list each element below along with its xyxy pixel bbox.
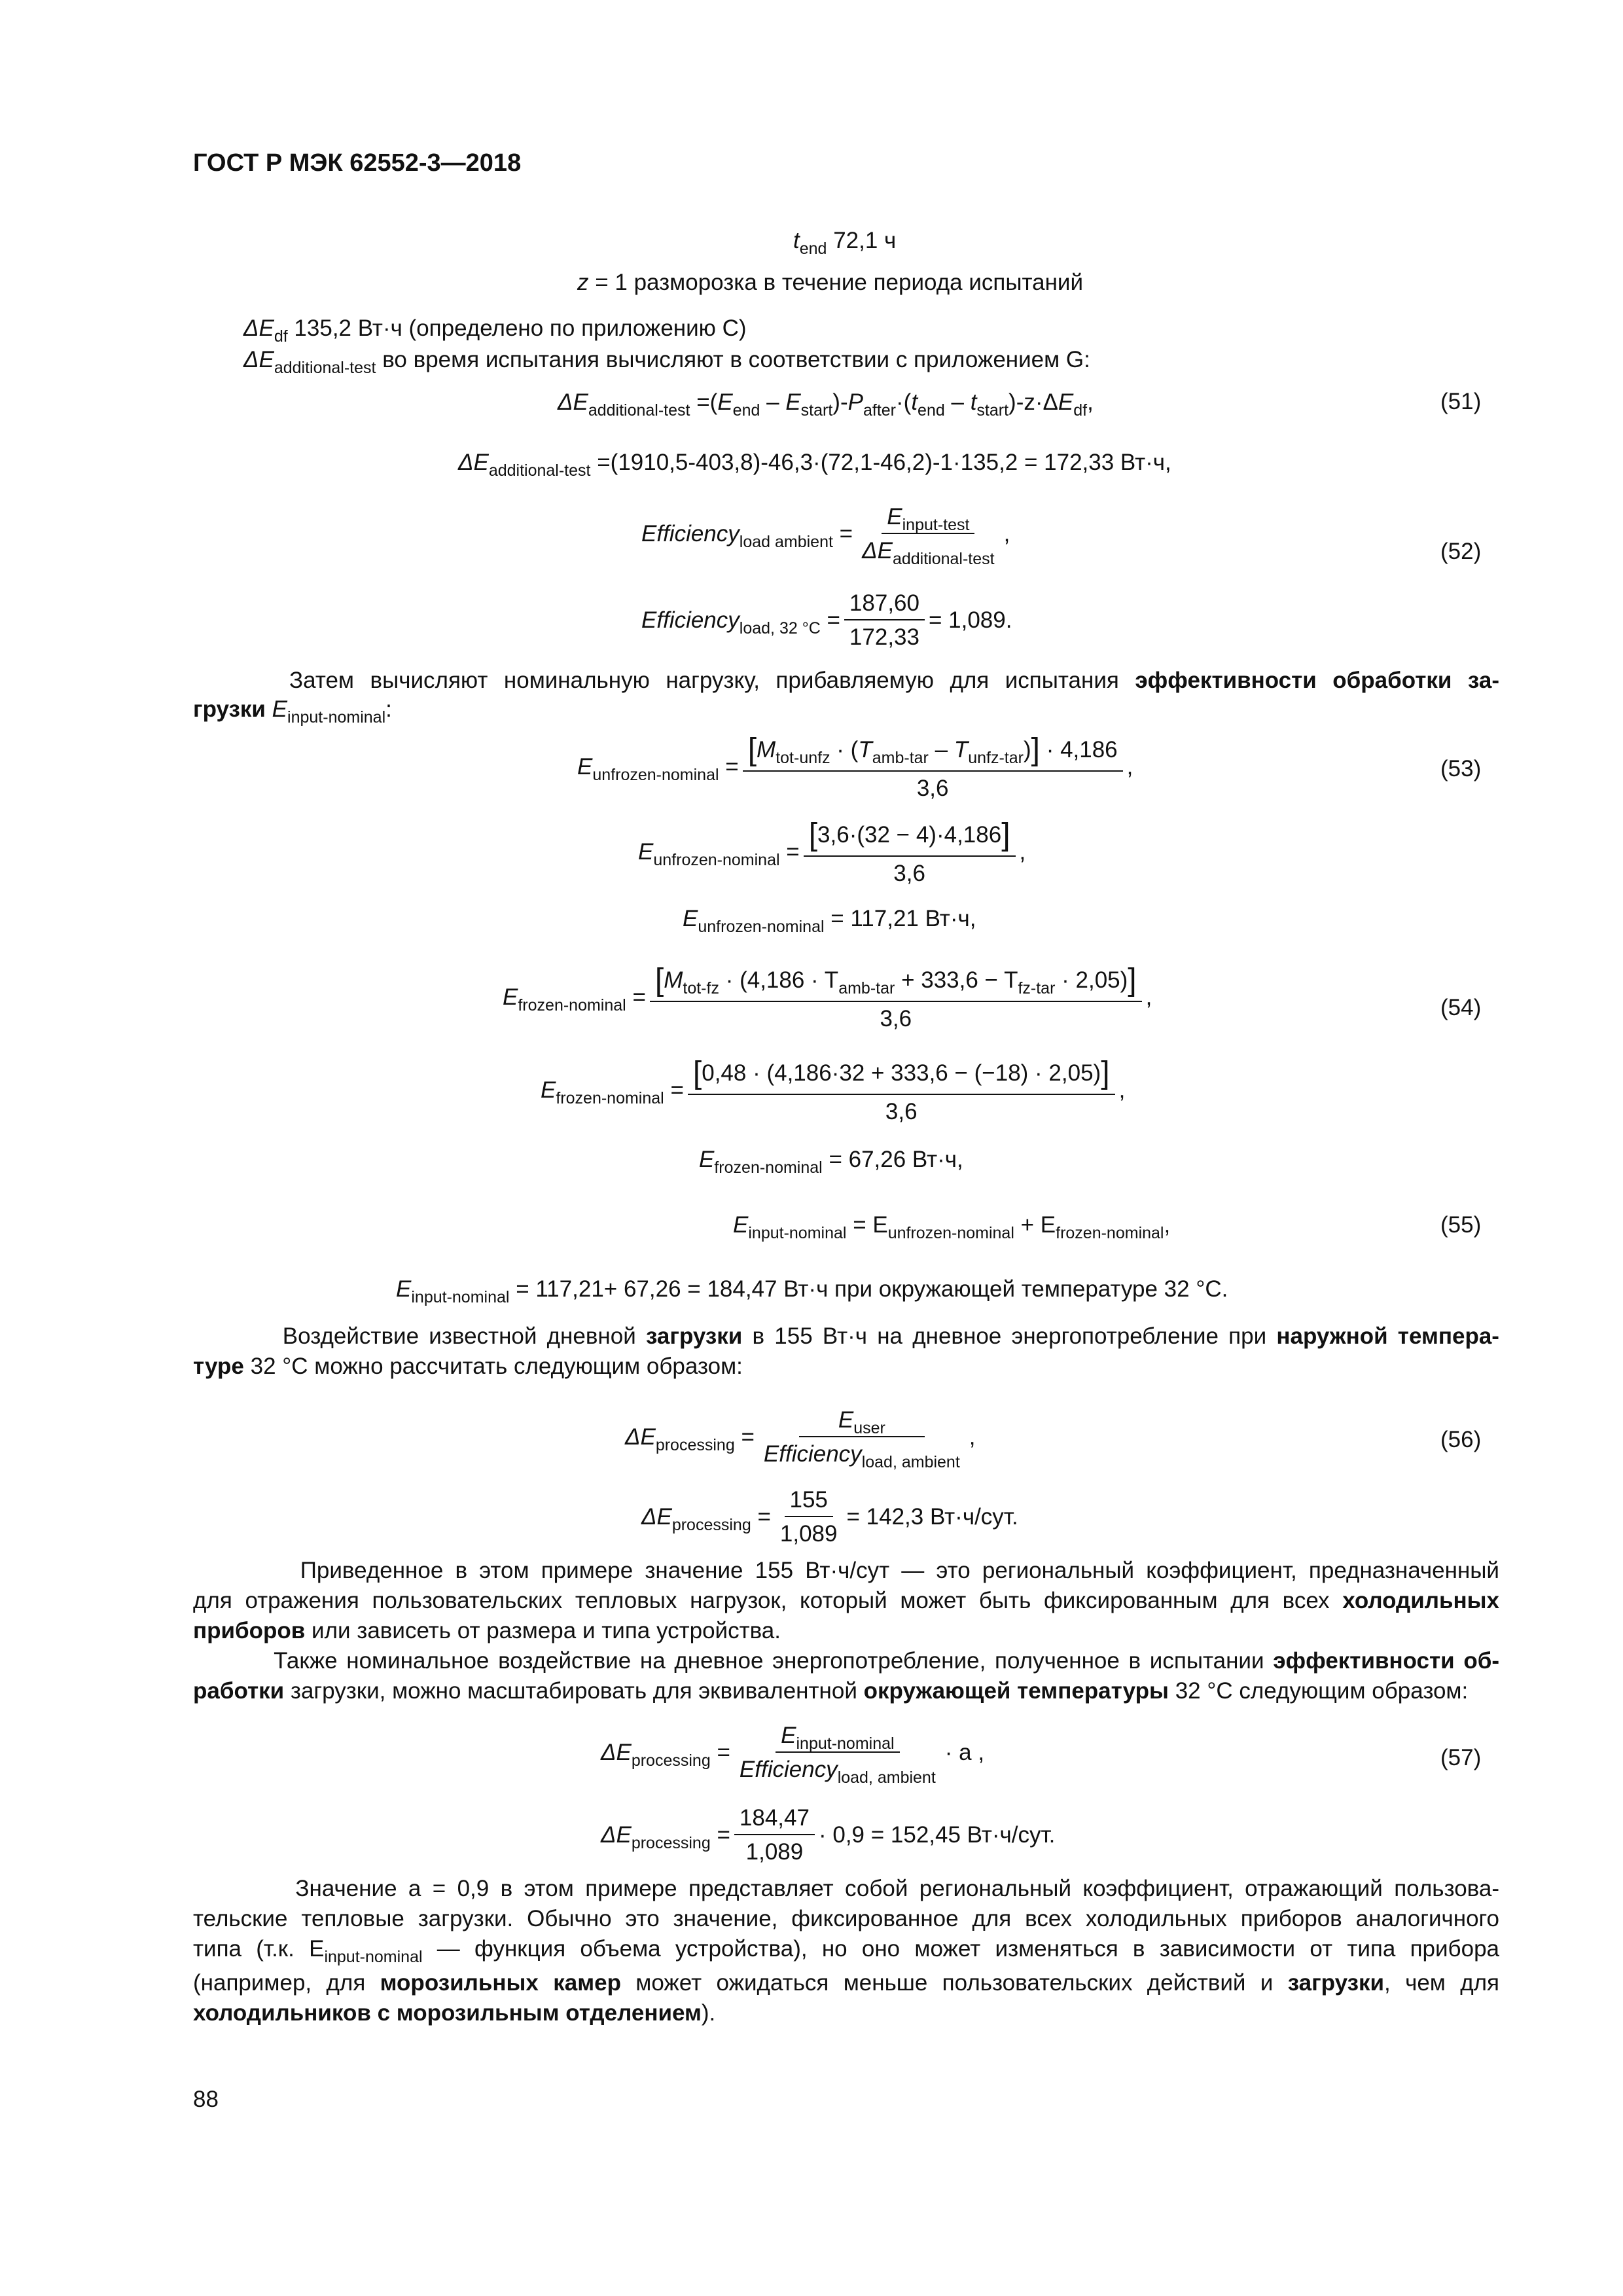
equation-55-calc: $E_{input-nominal} = 117,21+ 67,26 = 184,47$ Вт·ч при окружающей температуре 32 °C. <box>396 1276 1228 1306</box>
eadd-symbol: ΔE <box>243 347 274 372</box>
paragraph-4-line-2: работки загрузки, можно масштабировать для эквивалентной окружающей температуры 32 °C следующим образом: <box>193 1678 1469 1704</box>
eq57-fraction: $\frac{E_{input-nominal}}{Efficiency_{load, ambient}}$ <box>739 1723 936 1787</box>
paragraph-5-line-3: типа (т.к. $E_{input-nominal}$ — функция объема устройства), но оно может изменяться в зависимости от типа прибора <box>193 1936 1499 1966</box>
equation-51: $\Delta E_{additional-test} =(E_{end} - E_{start})-P_{after}\cdot(t_{end} - t_{start})-z\cdot\Delta E_{df}$, <box>558 389 1094 420</box>
eq53-fraction: $\frac{[M_{tot-unfz} \cdot (T_{amb-tar} - T_{unfz-tar})] \cdot 4,186}{3,6}$ <box>743 732 1123 802</box>
equation-53-number: (53) <box>1440 756 1482 781</box>
paragraph-5-line-5: холодильников с морозильным отделением). <box>193 2000 716 2026</box>
equation-51-calc: $\Delta E_{additional-test} =(1910,5-403,8)-46,3\cdot(72,1-46,2)-1\cdot 135,2 = 172,33$ Вт·ч, <box>458 450 1171 480</box>
equation-53-calc: $E_{unfrozen-nominal}$ = $\frac{[3,6\cdot(32 - 4)\cdot 4,186]}{3,6}$ , <box>638 817 1026 887</box>
paragraph-5-line-2: тельские тепловые загрузки. Обычно это значение, фиксированное для всех холодильных приборов аналогичного <box>193 1906 1499 1931</box>
paragraph-3-line-3: приборов или зависеть от размера и типа устройства. <box>193 1618 781 1643</box>
equation-57: $\Delta E_{processing}$ = $\frac{E_{input-nominal}}{Efficiency_{load, ambient}}$ · a , <box>601 1723 985 1787</box>
equation-52: Efficiency$_{load ambient}$ = $\frac{E_{input-test}}{\Delta E_{additional-test}}$ , <box>641 504 1010 569</box>
paragraph-1-line-1: Затем вычисляют номинальную нагрузку, прибавляемую для испытания эффективности обработки за- <box>289 668 1499 693</box>
equation-54-number: (54) <box>1440 995 1482 1020</box>
t-end-sub: end <box>799 240 827 258</box>
equation-57-number: (57) <box>1440 1745 1482 1770</box>
paragraph-4-line-1: Также номинальное воздействие на дневное энергопотребление, полученное в испытании эффективности об- <box>274 1648 1499 1674</box>
equation-54-calc: $E_{frozen-nominal}$ = $\frac{[0,48 \cdot (4,186\cdot 32 + 333,6 - (-18) \cdot 2,05)]}{3,6}$ , <box>541 1056 1126 1125</box>
equation-56-calc: $\Delta E_{processing}$ = $\frac{155}{1,089}$ = 142,3 Вт·ч/сут. <box>641 1487 1018 1547</box>
edf-value: 135,2 Вт·ч (определено по приложению C) <box>294 315 747 341</box>
paragraph-3-line-2: для отражения пользовательских тепловых нагрузок, который может быть фиксированным для всех холодильных <box>193 1588 1499 1613</box>
equation-52-number: (52) <box>1440 539 1482 564</box>
t-end-value: 72,1 ч <box>833 228 897 253</box>
edf-sub: df <box>274 327 288 346</box>
given-z <box>577 270 1083 296</box>
given-t-end <box>793 228 897 258</box>
equation-55-number: (55) <box>1440 1212 1482 1238</box>
eq54-fraction: $\frac{[M_{tot-fz} \cdot (4,186 \cdot T_{amb-tar} + 333,6 - T_{fz-tar} \cdot 2,05)]}{3,6}$ <box>650 962 1142 1032</box>
paragraph-3-line-1: Приведенное в этом примере значение 155 Вт·ч/сут — это региональный коэффициент, предназначенный <box>300 1558 1499 1583</box>
given-edf <box>243 315 747 346</box>
equation-54-result: $E_{frozen-nominal} = 67,26$ Вт·ч, <box>699 1147 963 1177</box>
eq57-calc-fraction: $\frac{184,47}{1,089}$ <box>734 1805 815 1866</box>
document-header: ГОСТ Р МЭК 62552-3—2018 <box>193 149 522 177</box>
equation-56-number: (56) <box>1440 1427 1482 1452</box>
paragraph-5-line-4: (например, для морозильных камер может ожидаться меньше пользовательских действий и загрузки, чем для <box>193 1970 1499 1996</box>
t-end-symbol: t <box>793 228 800 253</box>
eq56-calc-fraction: $\frac{155}{1,089}$ <box>779 1487 838 1547</box>
eq52-fraction: $\frac{E_{input-test}}{\Delta E_{additional-test}}$ <box>862 504 995 569</box>
page-number: 88 <box>193 2087 219 2112</box>
paragraph-1-line-2: грузки $E_{input-nominal}$: <box>193 696 392 726</box>
paragraph-5-line-1: Значение a = 0,9 в этом примере представляет собой региональный коэффициент, отражающий пользова- <box>295 1876 1499 1901</box>
z-line: = 1 разморозка в течение периода испытаний <box>595 270 1084 295</box>
equation-52-calc: Efficiency$_{load, 32 ^\circ C}$ = $\frac{187,60}{172,33}$ = 1,089. <box>641 590 1012 651</box>
equation-53-result: $E_{unfrozen-nominal} = 117,21$ Вт·ч, <box>683 906 976 936</box>
eq53-calc-fraction: $\frac{[3,6\cdot(32 - 4)\cdot 4,186]}{3,6}$ <box>804 817 1016 887</box>
eadd-sub: additional-test <box>274 359 376 377</box>
paragraph-2-line-2: туре 32 °C можно рассчитать следующим образом: <box>193 1354 743 1379</box>
equation-55: $E_{input-nominal} = E_{unfrozen-nominal} + E_{frozen-nominal}$, <box>733 1212 1171 1242</box>
equation-56: $\Delta E_{processing}$ = $\frac{E_{user}}{Efficiency_{load, ambient}}$ , <box>625 1407 976 1472</box>
given-eadd <box>243 347 1090 377</box>
paragraph-2-line-1: Воздействие известной дневной загрузки в 155 Вт·ч на дневное энергопотребление при наружной темпера- <box>282 1323 1499 1349</box>
eq51-calc-text: =(1910,5-403,8)-46,3·(72,1-46,2)-1·135,2 = 172,33 Вт·ч, <box>597 450 1171 475</box>
eadd-text: во время испытания вычисляют в соответствии с приложением G: <box>382 347 1090 372</box>
eq52-calc-fraction: $\frac{187,60}{172,33}$ <box>844 590 925 651</box>
eq56-fraction: $\frac{E_{user}}{Efficiency_{load, ambient}}$ <box>763 1407 960 1472</box>
edf-symbol: ΔE <box>243 315 274 341</box>
equation-54: $E_{frozen-nominal}$ = $\frac{[M_{tot-fz} \cdot (4,186 \cdot T_{amb-tar} + 333,6 - T_{fz-tar} \cdot 2,05)]}{3,6}$ , <box>503 963 1152 1032</box>
equation-51-number: (51) <box>1440 389 1482 414</box>
equation-57-calc: $\Delta E_{processing}$ = $\frac{184,47}{1,089}$ · 0,9 = 152,45 Вт·ч/сут. <box>601 1805 1056 1865</box>
z-symbol: z <box>577 270 589 295</box>
equation-53: $E_{unfrozen-nominal}$ = $\frac{[M_{tot-unfz} \cdot (T_{amb-tar} - T_{unfz-tar})] \cdot 4,186}{3,6}$ , <box>577 732 1133 802</box>
eq54-calc-fraction: $\frac{[0,48 \cdot (4,186\cdot 32 + 333,6 - (-18) \cdot 2,05)]}{3,6}$ <box>688 1055 1115 1125</box>
